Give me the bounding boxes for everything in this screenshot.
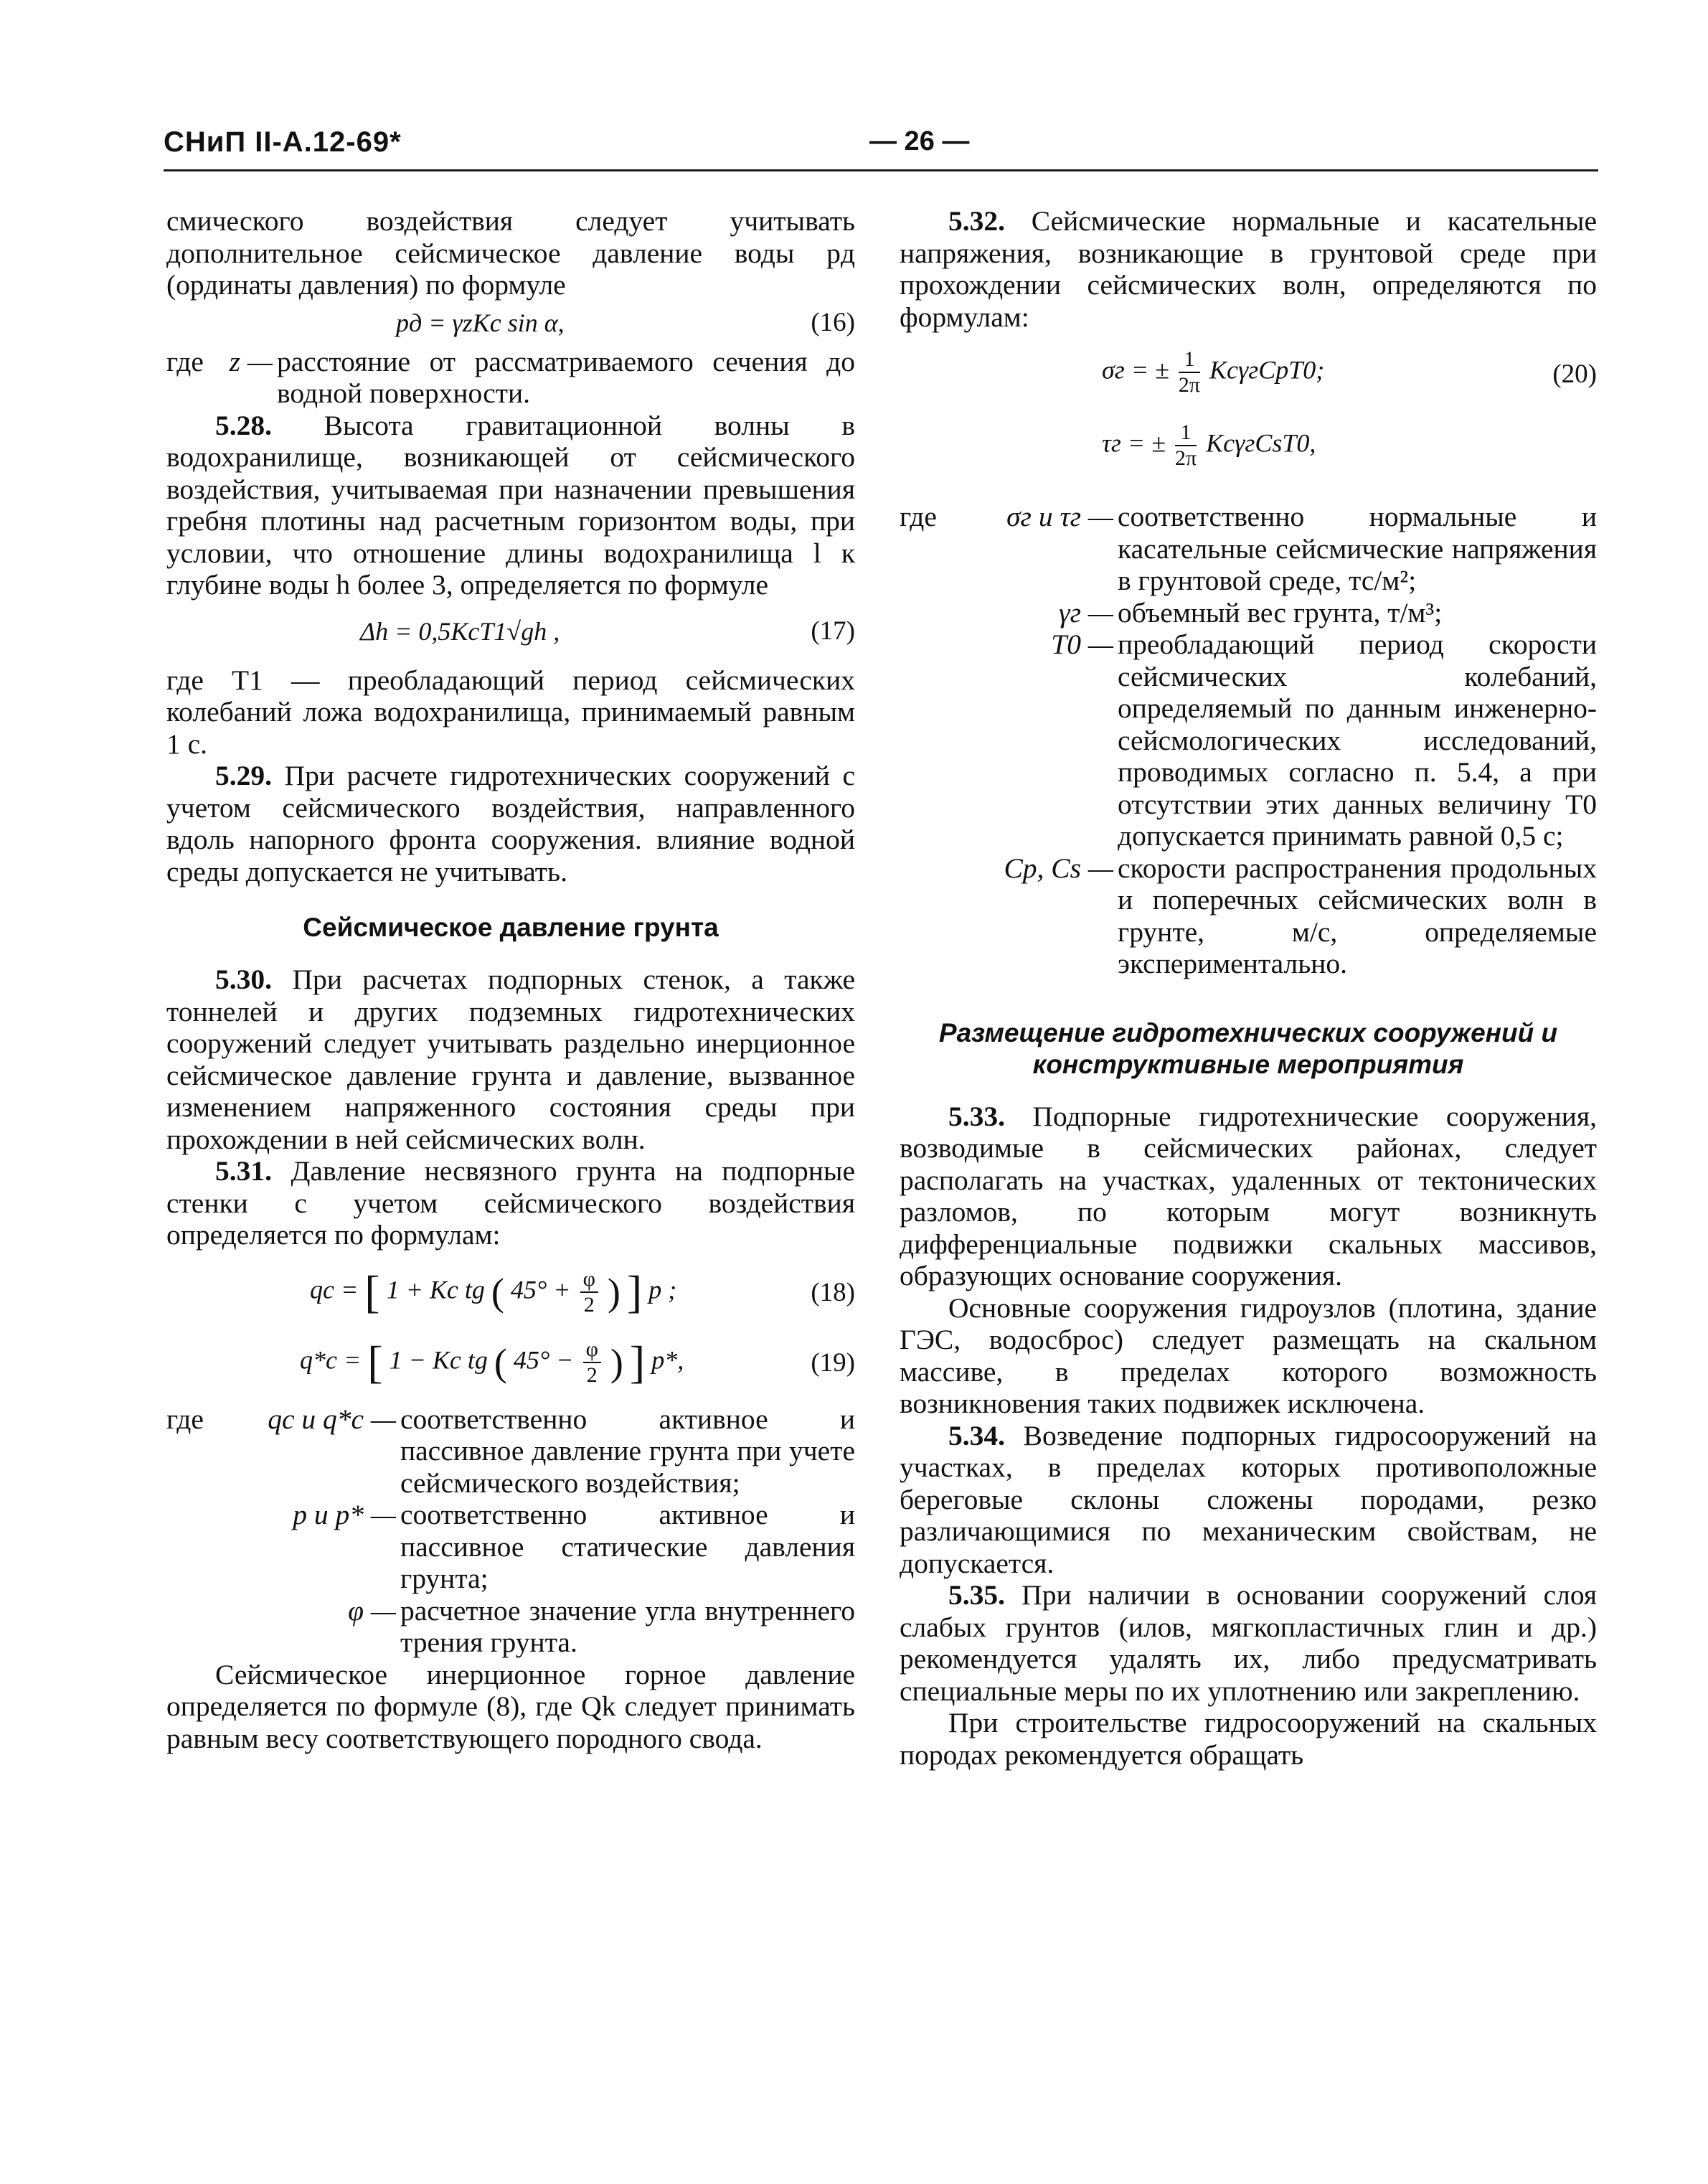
paragraph-5-31 xyxy=(166,1155,855,1251)
paragraph-5-31-text: Давление несвязного грунта на подпорные стенки с учетом сейсмического воздействия определяется по формулам: xyxy=(166,1155,855,1251)
paragraph-5-32 xyxy=(900,205,1597,333)
paren-close-icon: ) xyxy=(607,1270,621,1314)
formula-18-angle: 45° + xyxy=(510,1274,571,1304)
formula-17-number: (17) xyxy=(811,616,855,646)
paragraph-5-34-text: Возведение подпорных гидросооружений на участках, в пределах которых противоположные береговые склоны сложены породами, резко различающимися по механическим свойствам, не допускается. xyxy=(900,1419,1597,1579)
formula-20-tau-lhs: τг = ± xyxy=(1102,428,1166,458)
paragraph-main-structures: Основные сооружения гидроузлов (плотина, здание ГЭС, водосброс) следует размещать на скальном массиве, в пределах которого возможность возникновения таких подвижек исключена. xyxy=(900,1291,1597,1419)
formula-20-number: (20) xyxy=(1552,359,1597,389)
definition-row xyxy=(947,501,1597,597)
bracket-close-icon: ] xyxy=(629,1336,646,1388)
section-number-5-29: 5.29. xyxy=(215,760,272,791)
formula-20-sigma-lhs: σг = ± xyxy=(1102,355,1169,385)
definition-row xyxy=(947,852,1597,980)
document-code: СНиП II-А.12-69* xyxy=(164,126,402,158)
left-column xyxy=(166,205,855,1754)
paren-open-icon: ( xyxy=(494,1340,507,1384)
definition-symbol: γг — xyxy=(1059,596,1113,629)
formula-17-expression: Δh = 0,5KсT1√gh , xyxy=(360,616,560,646)
paragraph-last: При строительстве гидросооружений на скальных породах рекомендуется обращать xyxy=(900,1707,1597,1771)
section-number-5-31: 5.31. xyxy=(215,1155,272,1187)
formula-20-tau-denominator: 2π xyxy=(1174,446,1197,470)
formula-17 xyxy=(166,604,855,660)
definition-row xyxy=(224,1595,855,1659)
formula-20-tau xyxy=(900,416,1597,485)
paragraph-5-30-text: При расчетах подпорных стенок, а также тоннелей и других подземных гидротехнических сооружений следует учитывать раздельно инерционное сейсмическое давление грунта и давление, вызванное изменением напряженного состояния среды при прохождении в ней сейсмических волн. xyxy=(166,964,855,1155)
formula-18-lhs: qс = xyxy=(310,1274,359,1304)
formula-19-tail: p*, xyxy=(651,1345,684,1374)
header-rule xyxy=(164,169,1598,171)
formula-19-denominator: 2 xyxy=(586,1362,598,1387)
definition-row xyxy=(224,1403,855,1500)
formula-19-angle: 45° − xyxy=(513,1345,574,1374)
section-number-5-35: 5.35. xyxy=(948,1579,1005,1611)
definition-text: расчетное значение угла внутреннего трения грунта. xyxy=(400,1594,855,1658)
where-20-label: где xyxy=(900,501,937,532)
formula-18-denominator: 2 xyxy=(583,1292,595,1317)
definition-row xyxy=(947,629,1597,852)
paragraph-rock-pressure: Сейсмическое инерционное горное давление определяется по формуле (8), где Qk следует принимать равным весу соответствующего породного свода. xyxy=(166,1658,855,1754)
definition-symbol: σг и τг — xyxy=(1006,501,1113,532)
formula-19-numerator: φ xyxy=(583,1339,601,1363)
formula-20-tau-numerator: 1 xyxy=(1175,422,1197,446)
formula-16-expression: pд = γzKс sin α, xyxy=(396,308,565,337)
formula-20-sigma xyxy=(900,343,1597,412)
bracket-open-icon: [ xyxy=(364,1266,380,1317)
where-19-label: где xyxy=(166,1403,204,1435)
paragraph-5-33-text: Подпорные гидротехнические сооружения, возводимые в сейсмических районах, следует располагать на участках, удаленных от тектонических разломов, по которым могут возникнуть дифференциальные подвижки скальных массивов, образующих основание сооружения. xyxy=(900,1100,1597,1291)
definition-row xyxy=(224,1499,855,1595)
paragraph-17-where: где T1 — преобладающий период сейсмических колебаний ложа водохранилища, принимаемый равным 1 с. xyxy=(166,664,855,760)
where-16-symbol: z — xyxy=(229,345,273,377)
where-16 xyxy=(166,346,855,410)
paren-close-icon: ) xyxy=(610,1340,623,1384)
definition-symbol: qс и q*с — xyxy=(268,1403,396,1435)
formula-18-fraction xyxy=(580,1268,598,1316)
definition-text: соответственно активное и пассивное давление грунта при учете сейсмического воздействия; xyxy=(400,1403,855,1499)
right-column xyxy=(900,205,1597,1771)
section-number-5-34: 5.34. xyxy=(948,1419,1005,1451)
formula-20-tau-fraction xyxy=(1175,422,1197,469)
definition-row xyxy=(947,597,1597,629)
page-number: — 26 — xyxy=(869,126,970,156)
formula-20-sigma-numerator: 1 xyxy=(1179,349,1200,373)
formula-20-sigma-rhs: KсγгCpT0; xyxy=(1209,355,1325,385)
formula-18-numerator: φ xyxy=(580,1268,598,1293)
formula-18-tail: p ; xyxy=(648,1274,677,1304)
where-20-definitions xyxy=(947,501,1597,980)
where-19-definitions xyxy=(224,1403,855,1659)
definition-text: преобладающий период скорости сейсмических колебаний, определяемый по данным инженерно-сейсмологических исследований, проводимых согласно п. 5.4, а при отсутствии этих данных величину T0 допускается принимать равной 0,5 с; xyxy=(1118,629,1597,852)
section-number-5-33: 5.33. xyxy=(948,1100,1005,1132)
formula-19 xyxy=(166,1332,855,1398)
definition-text: объемный вес грунта, т/м³; xyxy=(1118,596,1443,629)
formula-20-sigma-denominator: 2π xyxy=(1178,373,1201,397)
bracket-close-icon: ] xyxy=(626,1266,643,1317)
formula-16-number: (16) xyxy=(811,307,855,337)
paragraph-5-28 xyxy=(166,410,855,601)
formula-19-lhs: q*с = xyxy=(300,1345,362,1374)
formula-18 xyxy=(166,1261,855,1327)
section-number-5-32: 5.32. xyxy=(948,205,1005,237)
paragraph-5-28-text: Высота гравитационной волны в водохранилище, возникающей от сейсмического воздействия, учитываемая при назначении превышения гребня плотины над расчетным горизонтом воды, при условии, что отношение длины водохранилища l к глубине воды h более 3, определяется по формуле xyxy=(166,409,855,601)
where-16-label: где xyxy=(166,345,204,377)
definition-text: соответственно активное и пассивное статические давления грунта; xyxy=(400,1499,855,1594)
definition-text: скорости распространения продольных и поперечных сейсмических волн в грунте, м/с, определяемые экспериментально. xyxy=(1118,852,1597,979)
definition-symbol: p и p* — xyxy=(293,1499,396,1530)
formula-18-inner: 1 + Kс tg xyxy=(386,1274,485,1304)
paragraph-5-34 xyxy=(900,1420,1597,1580)
formula-19-fraction xyxy=(583,1339,601,1386)
formula-19-inner: 1 − Kс tg xyxy=(389,1345,488,1374)
definition-text: соответственно нормальные и касательные сейсмические напряжения в грунтовой среде, тс/м²; xyxy=(1118,501,1597,596)
paren-open-icon: ( xyxy=(491,1270,504,1314)
paragraph-5-29-text: При расчете гидротехнических сооружений с учетом сейсмического воздействия, направленного вдоль напорного фронта сооружения. влияние водной среды допускается не учитывать. xyxy=(166,760,855,888)
formula-16 xyxy=(166,304,855,342)
formula-18-number: (18) xyxy=(811,1277,855,1307)
section-number-5-28: 5.28. xyxy=(215,409,272,441)
definition-symbol: Cp, Cs — xyxy=(1004,852,1113,884)
where-20 xyxy=(900,501,1597,980)
paragraph-5-33 xyxy=(900,1101,1597,1292)
definition-symbol: φ — xyxy=(348,1594,396,1627)
heading-placement: Размещение гидротехнических сооружений и конструктивные мероприятия xyxy=(938,1017,1558,1079)
where-16-text: расстояние от рассматриваемого сечения до водной поверхности. xyxy=(277,345,855,409)
heading-soil-pressure: Сейсмическое давление грунта xyxy=(303,913,719,942)
paragraph-intro: смического воздействия следует учитывать дополнительное сейсмическое давление воды pд (ординаты давления) по формуле xyxy=(166,205,855,301)
paragraph-5-35-text: При наличии в основании сооружений слоя слабых грунтов (илов, мягкопластичных глин и др.) рекомендуется удалять их, либо предусматривать специальные меры по их уплотнению или закреплению. xyxy=(900,1579,1597,1707)
section-number-5-30: 5.30. xyxy=(215,964,272,995)
formula-20-sigma-fraction xyxy=(1179,349,1200,396)
paragraph-5-30 xyxy=(166,964,855,1155)
paragraph-5-35 xyxy=(900,1579,1597,1707)
definition-symbol: T0 — xyxy=(1051,629,1113,660)
where-19 xyxy=(166,1403,855,1659)
paragraph-5-29 xyxy=(166,760,855,888)
formula-19-number: (19) xyxy=(811,1347,855,1378)
paragraph-5-32-text: Сейсмические нормальные и касательные напряжения, возникающие в грунтовой среде при прохождении сейсмических волн, определяются по формулам: xyxy=(900,205,1597,333)
formula-20-tau-rhs: KсγгCsT0, xyxy=(1206,428,1316,458)
bracket-open-icon: [ xyxy=(367,1336,383,1388)
